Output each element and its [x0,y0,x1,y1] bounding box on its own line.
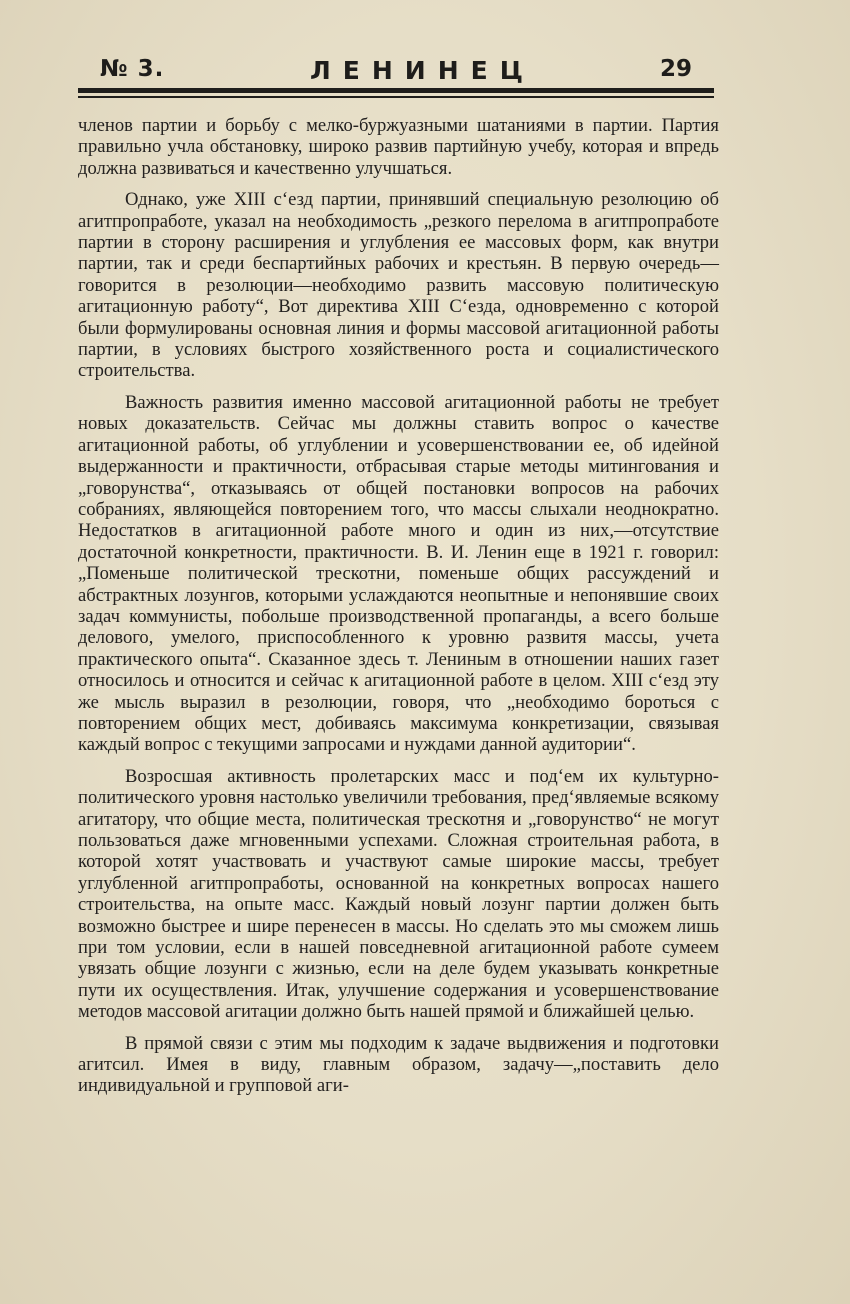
issue-number: № 3. [100,56,165,82]
article-body [78,115,719,1097]
masthead-title: ЛЕНИНЕЦ [310,56,535,85]
paragraph: Однако, уже XIII с‘езд партии, принявший специальную резолюцию об агитпропработе, указал на необходимость „резкого перелома в агитпропработе партии в сторону расширения и углубления ее массовых форм, как внутри партии, так и среди беспартийных рабочих и крестьян. В первую очередь—говорится в резолюции—необходимо развить массовую политическую агитационную работу“, Вот директива XIII С‘езда, одновременно с которой были формулированы основная линия и формы массовой агитационной работы партии, в условиях быстрого хозяйственного роста и социалистического строительства. [78,189,719,382]
header-rule-thick [78,88,714,93]
paragraph: Важность развития именно массовой агитационной работы не требует новых доказательств. Сейчас мы должны ставить вопрос о качестве агитационной работы, об углублении и усовершенствовании ее, об идейной выдержанности и практичности, отбрасывая старые методы митингования и „говорунства“, отказываясь от общей постановки вопросов на рабочих собраниях, являющейся повторением того, что массы слыхали неоднократно. Недостатков в агитационной работе много и один из них,—отсутствие достаточной конкретности, практичности. В. И. Ленин еще в 1921 г. говорил: „Поменьше политической трескотни, поменьше общих рассуждений и абстрактных лозунгов, которыми услаждаются неопытные и непонявшие своих задач коммунисты, побольше производственной пропаганды, а всего больше делового, умелого, приспособленного к уровню развитя массы, учета практического опыта“. Сказанное здесь т. Лениным в отношении наших газет относилось и относится и сейчас к агитационной работе в целом. XIII с‘езд эту же мысль выразил в резолюции, говоря, что „необходимо бороться с повторением общих мест, добиваясь максимума конкретизации, связывая каждый вопрос с текущими запросами и нуждами данной аудитории“. [78,391,719,756]
page-header [100,56,714,88]
header-rule-thin [78,96,714,98]
paragraph: членов партии и борьбу с мелко-буржуазными шатаниями в партии. Партия правильно учла обстановку, широко развив партийную учебу, которая и впредь должна развиваться и качественно улучшаться. [78,115,719,179]
page-number: 29 [659,56,692,82]
paragraph: Возросшая активность пролетарских масс и под‘ем их культурно-политического уровня настолько увеличили требования, пред‘являемые всякому агитатору, что общие места, политическая трескотня и „говорунство“ не могут пользоваться даже мгновенными успехами. Сложная строительная работа, в которой хотят участвовать и участвуют самые широкие массы, требует углубленной агитпропработы, основанной на конкретных вопросах нашего строительства, на опыте масс. Каждый новый лозунг партии должен быть возможно быстрее и шире перенесен в массы. Но сделать это мы сможем лишь при том условии, если в нашей повседневной агитационной работе сумеем увязать общие лозунги с жизнью, если на деле будем указывать конкретные пути их осуществления. Итак, улучшение содержания и усовершенствование методов массовой агитации должно быть нашей прямой и ближайшей целью. [78,765,719,1023]
paragraph: В прямой связи с этим мы подходим к задаче выдвижения и подготовки агитсил. Имея в виду, главным образом, задачу—„поставить дело индивидуальной и групповой аги- [78,1032,719,1097]
